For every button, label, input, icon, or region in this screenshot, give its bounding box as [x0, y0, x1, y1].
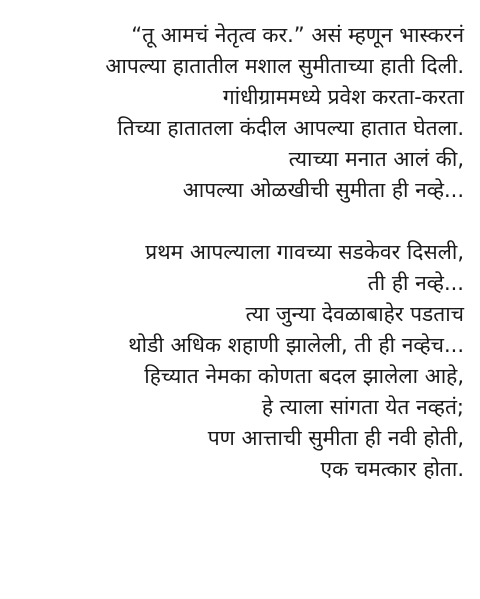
- poem-line: त्या जुन्या देवळाबाहेर पडताच: [245, 302, 464, 326]
- stanza-2: [4, 237, 464, 485]
- poem-line: आपल्या ओळखीची सुमीता ही नव्हे...: [182, 178, 464, 202]
- poem-line: “तू आमचं नेतृत्व कर.” असं म्हणून भास्करनं: [131, 23, 464, 47]
- poem-text: [4, 20, 464, 485]
- poem-line: ती ही नव्हे...: [367, 271, 464, 295]
- poem-line: गांधीग्राममध्ये प्रवेश करता-करता: [222, 85, 464, 109]
- stanza-1: [4, 20, 464, 206]
- stanza-gap: [4, 206, 464, 237]
- poem-line: त्याच्या मनात आलं की,: [288, 147, 464, 171]
- poem-line: हिच्यात नेमका कोणता बदल झालेला आहे,: [144, 364, 464, 388]
- poem-line: प्रथम आपल्याला गावच्या सडकेवर दिसली,: [145, 240, 464, 264]
- poem-line: आपल्या हातातील मशाल सुमीताच्या हाती दिली.: [105, 54, 464, 78]
- poem-line: थोडी अधिक शहाणी झालेली, ती ही नव्हेच...: [128, 333, 464, 357]
- poem-line: हे त्याला सांगता येत नव्हतं;: [261, 395, 464, 419]
- poem-line: एक चमत्कार होता.: [320, 457, 464, 481]
- poem-line: तिच्या हातातला कंदील आपल्या हातात घेतला.: [117, 116, 464, 140]
- poem-line: पण आत्ताची सुमीता ही नवी होती,: [207, 426, 464, 450]
